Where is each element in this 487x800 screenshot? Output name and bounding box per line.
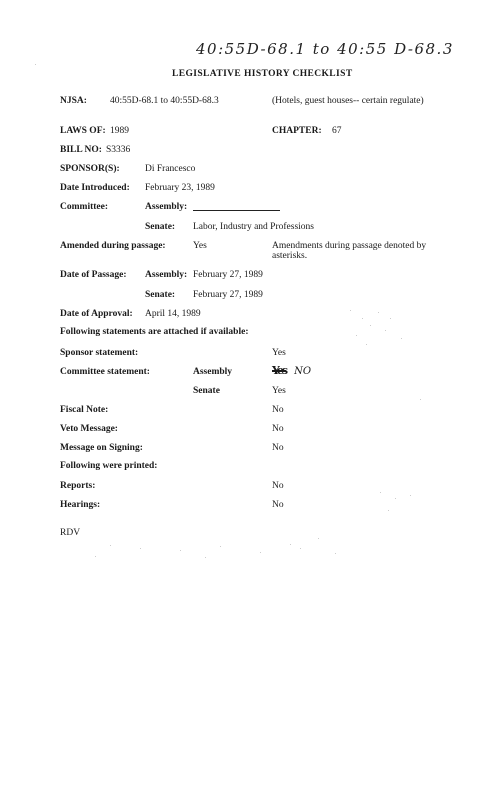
sponsors-label: SPONSOR(S): — [60, 164, 120, 174]
message-on-signing-value: No — [272, 443, 284, 453]
committee-senate-label: Senate: — [145, 222, 176, 232]
committee-label: Committee: — [60, 202, 109, 212]
njsa-note: (Hotels, guest houses-- certain regulate) — [272, 96, 424, 106]
initials: RDV — [60, 528, 81, 538]
date-introduced-label: Date Introduced: — [60, 183, 130, 193]
committee-statement-assembly-value — [272, 364, 311, 377]
handwritten-citation-note: 40:55D-68.1 to 40:55 D-68.3 — [196, 40, 454, 58]
veto-message-value: No — [272, 424, 284, 434]
committee-statement-senate-value: Yes — [272, 386, 286, 396]
committee-assembly-label: Assembly: — [145, 202, 188, 212]
bill-no-value: S3336 — [106, 145, 131, 155]
laws-of-label: LAWS OF: — [60, 126, 106, 136]
amended-label: Amended during passage: — [60, 241, 166, 251]
veto-message-label: Veto Message: — [60, 424, 118, 434]
crossed-out-yes-mark: Yes — [272, 364, 287, 377]
chapter-label: CHAPTER: — [272, 126, 322, 136]
sponsor-statement-value: Yes — [272, 348, 286, 358]
committee-statement-assembly-label: Assembly — [193, 367, 233, 377]
handwritten-no-mark: NO — [294, 366, 312, 377]
fiscal-note-label: Fiscal Note: — [60, 405, 109, 415]
page-title: LEGISLATIVE HISTORY CHECKLIST — [172, 69, 353, 79]
passage-senate-value: February 27, 1989 — [193, 290, 263, 300]
hearings-label: Hearings: — [60, 500, 101, 510]
committee-senate-value: Labor, Industry and Professions — [193, 222, 314, 232]
date-of-approval-value: April 14, 1989 — [145, 309, 201, 319]
message-on-signing-label: Message on Signing: — [60, 443, 143, 453]
laws-of-value: 1989 — [110, 126, 129, 136]
amended-value: Yes — [193, 241, 207, 251]
passage-assembly-label: Assembly: — [145, 270, 188, 280]
committee-statement-label: Committee statement: — [60, 367, 150, 377]
amended-note: Amendments during passage denoted by asterisks. — [272, 241, 427, 261]
passage-assembly-value: February 27, 1989 — [193, 270, 263, 280]
njsa-value: 40:55D-68.1 to 40:55D-68.3 — [110, 96, 219, 106]
fiscal-note-value: No — [272, 405, 284, 415]
sponsors-value: Di Francesco — [145, 164, 196, 174]
reports-label: Reports: — [60, 481, 96, 491]
date-of-passage-label: Date of Passage: — [60, 270, 127, 280]
sponsor-statement-label: Sponsor statement: — [60, 348, 139, 358]
passage-senate-label: Senate: — [145, 290, 176, 300]
njsa-label: NJSA: — [60, 96, 87, 106]
date-introduced-value: February 23, 1989 — [145, 183, 215, 193]
statements-attached-heading: Following statements are attached if available: — [60, 327, 249, 337]
printed-heading: Following were printed: — [60, 461, 158, 471]
date-of-approval-label: Date of Approval: — [60, 309, 133, 319]
committee-assembly-blank-line — [193, 200, 280, 211]
chapter-value: 67 — [332, 126, 342, 136]
committee-statement-senate-label: Senate — [193, 386, 220, 396]
hearings-value: No — [272, 500, 284, 510]
reports-value: No — [272, 481, 284, 491]
bill-no-label: BILL NO: — [60, 145, 102, 155]
